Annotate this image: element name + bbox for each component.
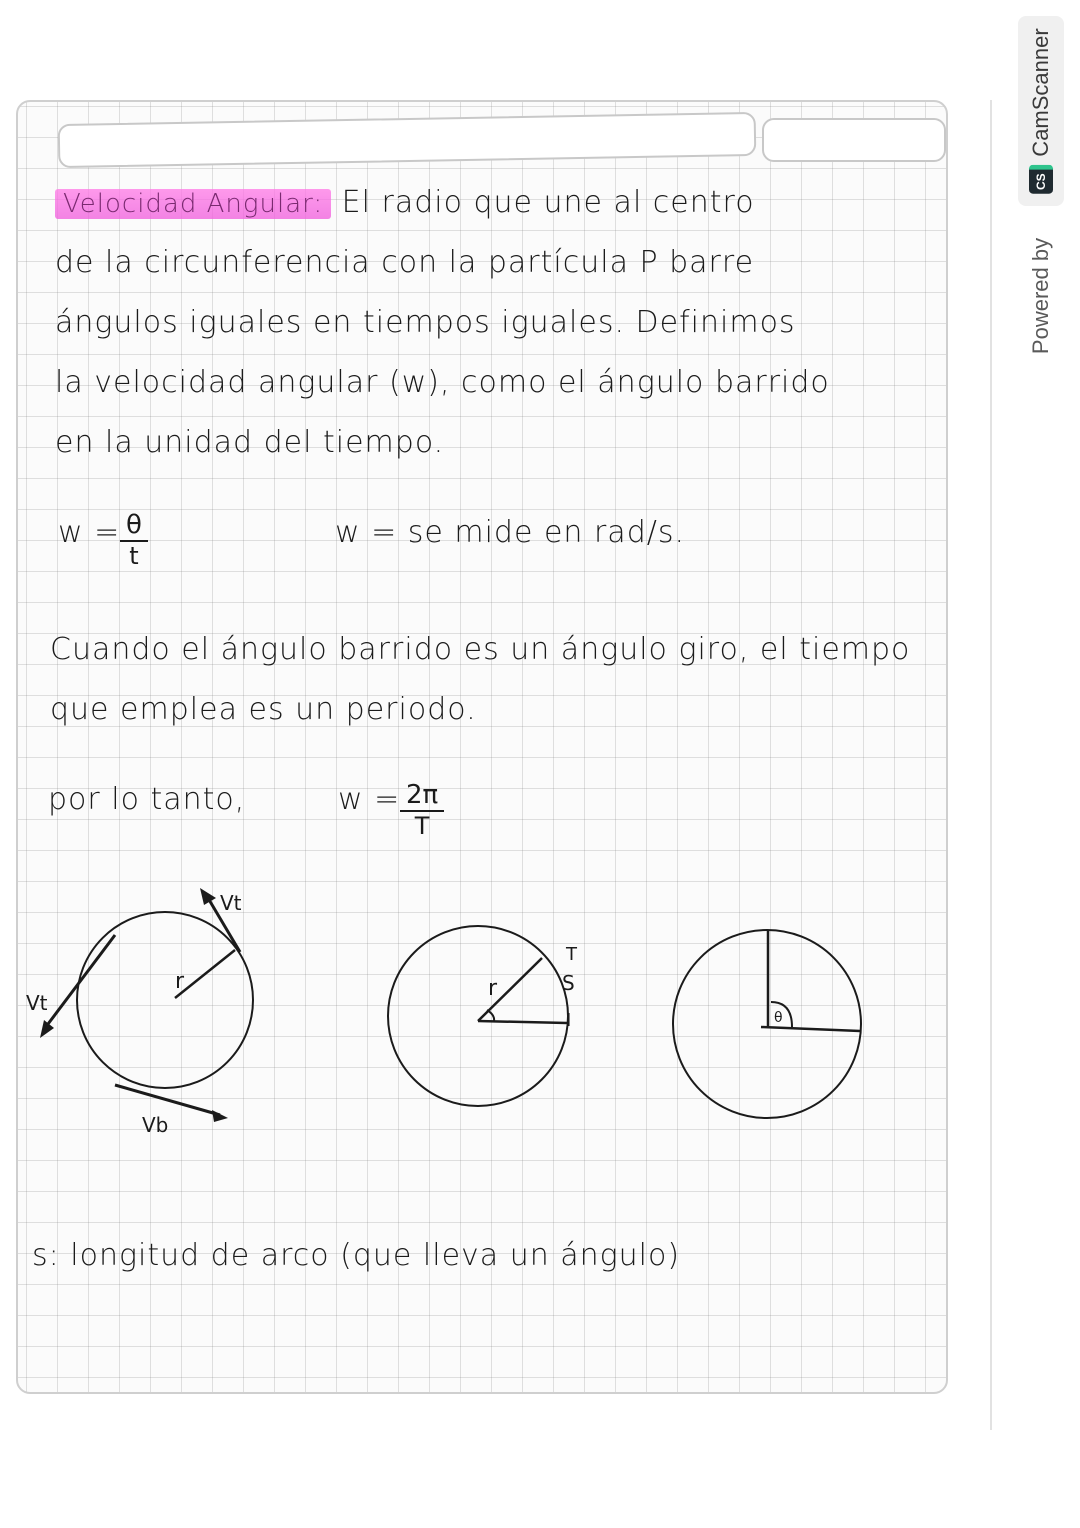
formula-omega-fraction xyxy=(120,510,148,570)
notebook-page xyxy=(16,100,948,1394)
watermark-brand xyxy=(1028,28,1054,193)
definition-line-5: en la unidad del tiempo. xyxy=(55,425,445,460)
denominator: T xyxy=(414,812,430,840)
date-box xyxy=(762,118,946,162)
angle-label: θ xyxy=(774,1010,783,1026)
conclusion-text: por lo tanto, xyxy=(48,782,246,817)
line-text: El radio que une al centro xyxy=(341,185,755,220)
radius-label: r xyxy=(175,969,185,994)
camscanner-watermark xyxy=(1018,16,1064,355)
diagram-arc-length xyxy=(370,900,610,1130)
definition-line-4: la velocidad angular (w), como el ángulo barrido xyxy=(55,365,830,400)
definition-line-3: ángulos iguales en tiempos iguales. Definimos xyxy=(55,305,796,340)
svg-text:I: I xyxy=(566,1010,572,1031)
formula-omega-lhs: w = xyxy=(58,515,121,550)
brand-name: CamScanner xyxy=(1028,28,1053,157)
page-edge xyxy=(990,100,992,1430)
heading-highlight: Velocidad Angular: xyxy=(55,189,331,219)
powered-by-text: Powered by xyxy=(1028,237,1053,355)
definition-line-2: de la circunferencia con la partícula P barre xyxy=(55,245,755,280)
formula-period-lhs: w = xyxy=(338,782,401,817)
arc-label: S xyxy=(562,971,575,995)
vb-label: Vb xyxy=(142,1113,169,1137)
period-line-2: que emplea es un periodo. xyxy=(50,692,477,727)
diagram-right-angle xyxy=(650,910,890,1130)
radius-label: r xyxy=(488,976,498,1001)
numerator: 2π xyxy=(400,780,444,812)
vt-left-label: Vt xyxy=(26,991,48,1015)
denominator: t xyxy=(129,542,139,570)
period-line-1: Cuando el ángulo barrido es un ángulo giro, el tiempo xyxy=(50,632,911,667)
footnote: s: longitud de arco (que lleva un ángulo) xyxy=(32,1238,681,1273)
diagram-tangential-velocity xyxy=(20,870,320,1140)
numerator: θ xyxy=(120,510,148,542)
svg-text:T: T xyxy=(566,944,577,965)
formula-period-fraction xyxy=(400,780,444,840)
definition-line-1 xyxy=(55,185,755,220)
camscanner-logo-icon: CS xyxy=(1029,165,1053,194)
unit-note: w = se mide en rad/s. xyxy=(335,515,686,550)
vt-top-label: Vt xyxy=(220,891,242,915)
